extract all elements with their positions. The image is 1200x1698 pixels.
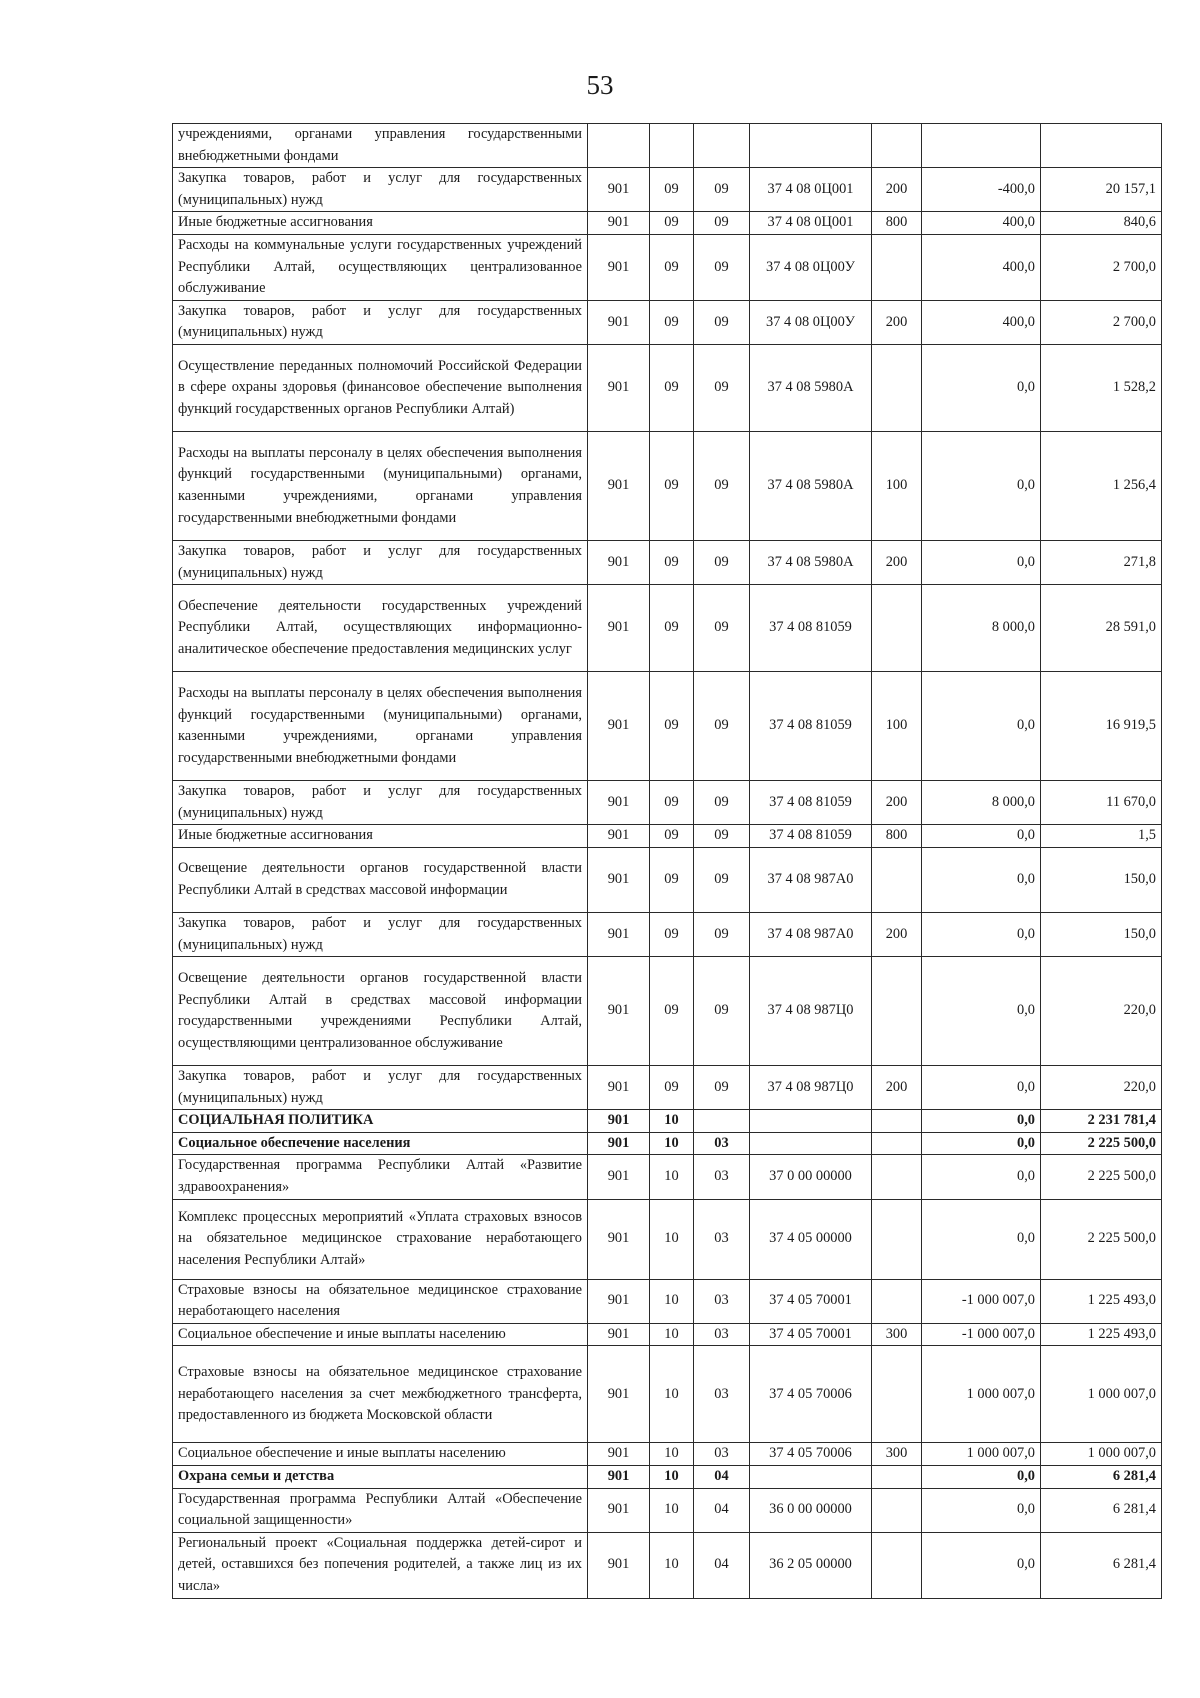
target-article-cell — [750, 1132, 872, 1155]
section-code-cell — [650, 124, 694, 168]
expense-type-cell: 200 — [872, 1066, 922, 1110]
page-number: 53 — [586, 70, 614, 100]
expense-name-cell: Закупка товаров, работ и услуг для государственных (муниципальных) нужд — [173, 168, 588, 212]
expense-type-cell — [872, 1199, 922, 1279]
table-row — [173, 1323, 1162, 1346]
expense-type-cell: 800 — [872, 212, 922, 235]
expense-name-cell: Иные бюджетные ассигнования — [173, 825, 588, 848]
admin-code-cell: 901 — [588, 1532, 650, 1598]
table-row — [173, 344, 1162, 431]
section-code-cell: 09 — [650, 234, 694, 300]
change-amount-cell: 0,0 — [922, 1199, 1041, 1279]
total-amount-cell: 220,0 — [1041, 1066, 1162, 1110]
total-amount-cell: 2 225 500,0 — [1041, 1155, 1162, 1199]
admin-code-cell: 901 — [588, 1155, 650, 1199]
expense-name-cell: Расходы на выплаты персоналу в целях обеспечения выполнения функций государственными (муниципальными) органами, казенными учреждениями, органами управления государственными внебюджетными фондами — [173, 672, 588, 781]
target-article-cell: 37 4 08 81059 — [750, 672, 872, 781]
table-row — [173, 124, 1162, 168]
table-row — [173, 1279, 1162, 1323]
subsection-code-cell — [694, 124, 750, 168]
section-code-cell: 09 — [650, 847, 694, 912]
target-article-cell: 37 4 05 70006 — [750, 1346, 872, 1443]
total-amount-cell: 1,5 — [1041, 825, 1162, 848]
expense-type-cell: 300 — [872, 1323, 922, 1346]
expense-type-cell — [872, 1346, 922, 1443]
section-code-cell: 09 — [650, 300, 694, 344]
change-amount-cell: 0,0 — [922, 1532, 1041, 1598]
expense-type-cell — [872, 344, 922, 431]
change-amount-cell: 0,0 — [922, 957, 1041, 1066]
expense-type-cell — [872, 1155, 922, 1199]
total-amount-cell: 2 231 781,4 — [1041, 1110, 1162, 1133]
target-article-cell: 37 4 08 987Ц0 — [750, 957, 872, 1066]
subsection-code-cell: 09 — [694, 344, 750, 431]
subsection-code-cell: 03 — [694, 1132, 750, 1155]
table-row — [173, 825, 1162, 848]
admin-code-cell: 901 — [588, 234, 650, 300]
subsection-code-cell: 03 — [694, 1346, 750, 1443]
change-amount-cell: 0,0 — [922, 1110, 1041, 1133]
expense-name-cell: Социальное обеспечение и иные выплаты населению — [173, 1443, 588, 1466]
section-code-cell: 10 — [650, 1323, 694, 1346]
total-amount-cell: 6 281,4 — [1041, 1466, 1162, 1489]
section-code-cell: 10 — [650, 1443, 694, 1466]
section-code-cell: 09 — [650, 585, 694, 672]
expense-name-cell: Социальное обеспечение и иные выплаты населению — [173, 1323, 588, 1346]
change-amount-cell: -1 000 007,0 — [922, 1323, 1041, 1346]
subsection-code-cell: 09 — [694, 234, 750, 300]
expense-type-cell — [872, 1488, 922, 1532]
expense-type-cell — [872, 234, 922, 300]
change-amount-cell: 400,0 — [922, 234, 1041, 300]
total-amount-cell: 1 000 007,0 — [1041, 1443, 1162, 1466]
change-amount-cell: -400,0 — [922, 168, 1041, 212]
target-article-cell: 37 4 08 81059 — [750, 585, 872, 672]
section-code-cell: 09 — [650, 825, 694, 848]
section-code-cell: 09 — [650, 431, 694, 540]
change-amount-cell: 0,0 — [922, 1155, 1041, 1199]
expense-type-cell: 800 — [872, 825, 922, 848]
table-row — [173, 847, 1162, 912]
expense-name-cell: Страховые взносы на обязательное медицинское страхование неработающего населения за счет межбюджетного трансферта, предоставленного из бюджета Московской области — [173, 1346, 588, 1443]
target-article-cell: 37 4 08 81059 — [750, 825, 872, 848]
expense-name-cell: Обеспечение деятельности государственных учреждений Республики Алтай, осуществляющих информационно-аналитическое обеспечение предоставления медицинских услуг — [173, 585, 588, 672]
table-row — [173, 672, 1162, 781]
expense-name-cell: Закупка товаров, работ и услуг для государственных (муниципальных) нужд — [173, 540, 588, 584]
total-amount-cell: 1 225 493,0 — [1041, 1279, 1162, 1323]
change-amount-cell: 8 000,0 — [922, 781, 1041, 825]
change-amount-cell: 0,0 — [922, 344, 1041, 431]
section-code-cell: 09 — [650, 957, 694, 1066]
expense-name-cell: Закупка товаров, работ и услуг для государственных (муниципальных) нужд — [173, 912, 588, 956]
target-article-cell: 37 4 08 0Ц001 — [750, 212, 872, 235]
admin-code-cell: 901 — [588, 344, 650, 431]
table-row — [173, 1443, 1162, 1466]
table-row — [173, 1488, 1162, 1532]
subsection-code-cell: 09 — [694, 847, 750, 912]
subsection-code-cell: 09 — [694, 1066, 750, 1110]
expense-name-cell: Расходы на коммунальные услуги государственных учреждений Республики Алтай, осуществляющих централизованное обслуживание — [173, 234, 588, 300]
change-amount-cell: 0,0 — [922, 847, 1041, 912]
target-article-cell: 37 4 08 5980А — [750, 344, 872, 431]
subsection-code-cell: 09 — [694, 957, 750, 1066]
total-amount-cell: 2 225 500,0 — [1041, 1199, 1162, 1279]
target-article-cell — [750, 1466, 872, 1489]
total-amount-cell: 1 000 007,0 — [1041, 1346, 1162, 1443]
table-row — [173, 234, 1162, 300]
change-amount-cell: 8 000,0 — [922, 585, 1041, 672]
target-article-cell: 37 4 05 70001 — [750, 1323, 872, 1346]
table-row — [173, 300, 1162, 344]
change-amount-cell: 0,0 — [922, 825, 1041, 848]
target-article-cell: 37 0 00 00000 — [750, 1155, 872, 1199]
table-row — [173, 912, 1162, 956]
subsection-code-cell: 09 — [694, 168, 750, 212]
admin-code-cell: 901 — [588, 1132, 650, 1155]
admin-code-cell: 901 — [588, 957, 650, 1066]
table-row — [173, 168, 1162, 212]
admin-code-cell: 901 — [588, 912, 650, 956]
expense-type-cell: 100 — [872, 672, 922, 781]
table-row — [173, 1132, 1162, 1155]
expense-type-cell: 300 — [872, 1443, 922, 1466]
total-amount-cell — [1041, 124, 1162, 168]
target-article-cell: 37 4 08 5980А — [750, 540, 872, 584]
subsection-code-cell: 09 — [694, 540, 750, 584]
subsection-code-cell: 03 — [694, 1279, 750, 1323]
admin-code-cell: 901 — [588, 1066, 650, 1110]
expense-type-cell — [872, 585, 922, 672]
target-article-cell: 37 4 05 00000 — [750, 1199, 872, 1279]
section-code-cell: 10 — [650, 1488, 694, 1532]
section-code-cell: 10 — [650, 1110, 694, 1133]
expense-name-cell: Осуществление переданных полномочий Российской Федерации в сфере охраны здоровья (финансовое обеспечение выполнения функций государственных органов Республики Алтай) — [173, 344, 588, 431]
admin-code-cell: 901 — [588, 1199, 650, 1279]
expense-name-cell: СОЦИАЛЬНАЯ ПОЛИТИКА — [173, 1110, 588, 1133]
total-amount-cell: 11 670,0 — [1041, 781, 1162, 825]
expense-name-cell: Освещение деятельности органов государственной власти Республики Алтай в средствах массовой информации государственными учреждениями Республики Алтай, осуществляющими централизованное обслуживание — [173, 957, 588, 1066]
section-code-cell: 10 — [650, 1132, 694, 1155]
expense-name-cell: Закупка товаров, работ и услуг для государственных (муниципальных) нужд — [173, 781, 588, 825]
admin-code-cell: 901 — [588, 540, 650, 584]
section-code-cell: 09 — [650, 344, 694, 431]
admin-code-cell: 901 — [588, 1323, 650, 1346]
total-amount-cell: 220,0 — [1041, 957, 1162, 1066]
table-body — [173, 124, 1162, 1599]
admin-code-cell: 901 — [588, 300, 650, 344]
section-code-cell: 10 — [650, 1466, 694, 1489]
table-row — [173, 1532, 1162, 1598]
total-amount-cell: 20 157,1 — [1041, 168, 1162, 212]
admin-code-cell: 901 — [588, 585, 650, 672]
total-amount-cell: 150,0 — [1041, 912, 1162, 956]
target-article-cell: 37 4 05 70001 — [750, 1279, 872, 1323]
expense-name-cell: Охрана семьи и детства — [173, 1466, 588, 1489]
admin-code-cell: 901 — [588, 1279, 650, 1323]
target-article-cell: 37 4 08 0Ц00У — [750, 234, 872, 300]
expense-type-cell — [872, 847, 922, 912]
subsection-code-cell: 09 — [694, 431, 750, 540]
change-amount-cell: 0,0 — [922, 1132, 1041, 1155]
change-amount-cell: 0,0 — [922, 912, 1041, 956]
expense-name-cell: Социальное обеспечение населения — [173, 1132, 588, 1155]
target-article-cell: 37 4 08 987Ц0 — [750, 1066, 872, 1110]
expense-name-cell: Государственная программа Республики Алтай «Обеспечение социальной защищенности» — [173, 1488, 588, 1532]
section-code-cell: 10 — [650, 1199, 694, 1279]
expense-type-cell: 200 — [872, 300, 922, 344]
target-article-cell: 37 4 08 0Ц00У — [750, 300, 872, 344]
target-article-cell: 37 4 08 81059 — [750, 781, 872, 825]
expense-name-cell: Иные бюджетные ассигнования — [173, 212, 588, 235]
admin-code-cell: 901 — [588, 825, 650, 848]
total-amount-cell: 2 225 500,0 — [1041, 1132, 1162, 1155]
admin-code-cell — [588, 124, 650, 168]
table-row — [173, 1066, 1162, 1110]
total-amount-cell: 2 700,0 — [1041, 234, 1162, 300]
expense-name-cell: Расходы на выплаты персоналу в целях обеспечения выполнения функций государственными (муниципальными) органами, казенными учреждениями, органами управления государственными внебюджетными фондами — [173, 431, 588, 540]
expense-type-cell — [872, 1110, 922, 1133]
budget-table — [172, 123, 1162, 1599]
target-article-cell: 37 4 08 987А0 — [750, 912, 872, 956]
table-row — [173, 957, 1162, 1066]
subsection-code-cell: 04 — [694, 1488, 750, 1532]
subsection-code-cell: 04 — [694, 1466, 750, 1489]
section-code-cell: 09 — [650, 168, 694, 212]
expense-name-cell: Закупка товаров, работ и услуг для государственных (муниципальных) нужд — [173, 300, 588, 344]
subsection-code-cell: 09 — [694, 212, 750, 235]
target-article-cell: 37 4 08 987А0 — [750, 847, 872, 912]
admin-code-cell: 901 — [588, 212, 650, 235]
subsection-code-cell: 09 — [694, 912, 750, 956]
subsection-code-cell: 09 — [694, 300, 750, 344]
section-code-cell: 09 — [650, 912, 694, 956]
target-article-cell — [750, 1110, 872, 1133]
change-amount-cell: 0,0 — [922, 540, 1041, 584]
subsection-code-cell: 09 — [694, 781, 750, 825]
section-code-cell: 09 — [650, 1066, 694, 1110]
target-article-cell: 37 4 05 70006 — [750, 1443, 872, 1466]
subsection-code-cell: 03 — [694, 1443, 750, 1466]
expense-type-cell — [872, 1532, 922, 1598]
admin-code-cell: 901 — [588, 431, 650, 540]
admin-code-cell: 901 — [588, 672, 650, 781]
change-amount-cell: 1 000 007,0 — [922, 1346, 1041, 1443]
section-code-cell: 09 — [650, 672, 694, 781]
target-article-cell: 37 4 08 0Ц001 — [750, 168, 872, 212]
admin-code-cell: 901 — [588, 781, 650, 825]
expense-type-cell: 100 — [872, 431, 922, 540]
subsection-code-cell: 03 — [694, 1199, 750, 1279]
total-amount-cell: 1 225 493,0 — [1041, 1323, 1162, 1346]
table-row — [173, 1346, 1162, 1443]
expense-name-cell: Закупка товаров, работ и услуг для государственных (муниципальных) нужд — [173, 1066, 588, 1110]
change-amount-cell: 0,0 — [922, 1066, 1041, 1110]
total-amount-cell: 6 281,4 — [1041, 1532, 1162, 1598]
expense-type-cell — [872, 1466, 922, 1489]
subsection-code-cell: 09 — [694, 672, 750, 781]
expense-type-cell: 200 — [872, 912, 922, 956]
total-amount-cell: 271,8 — [1041, 540, 1162, 584]
expense-type-cell — [872, 1279, 922, 1323]
admin-code-cell: 901 — [588, 847, 650, 912]
total-amount-cell: 840,6 — [1041, 212, 1162, 235]
expense-name-cell: учреждениями, органами управления государственными внебюджетными фондами — [173, 124, 588, 168]
total-amount-cell: 6 281,4 — [1041, 1488, 1162, 1532]
expense-name-cell: Страховые взносы на обязательное медицинское страхование неработающего населения — [173, 1279, 588, 1323]
change-amount-cell: 400,0 — [922, 212, 1041, 235]
admin-code-cell: 901 — [588, 168, 650, 212]
target-article-cell: 36 0 00 00000 — [750, 1488, 872, 1532]
admin-code-cell: 901 — [588, 1466, 650, 1489]
table-row — [173, 585, 1162, 672]
total-amount-cell: 16 919,5 — [1041, 672, 1162, 781]
change-amount-cell: -1 000 007,0 — [922, 1279, 1041, 1323]
subsection-code-cell — [694, 1110, 750, 1133]
section-code-cell: 10 — [650, 1532, 694, 1598]
expense-type-cell — [872, 1132, 922, 1155]
total-amount-cell: 2 700,0 — [1041, 300, 1162, 344]
target-article-cell: 37 4 08 5980А — [750, 431, 872, 540]
section-code-cell: 10 — [650, 1279, 694, 1323]
total-amount-cell: 150,0 — [1041, 847, 1162, 912]
expense-name-cell: Государственная программа Республики Алтай «Развитие здравоохранения» — [173, 1155, 588, 1199]
subsection-code-cell: 03 — [694, 1323, 750, 1346]
total-amount-cell: 28 591,0 — [1041, 585, 1162, 672]
section-code-cell: 09 — [650, 781, 694, 825]
expense-name-cell: Региональный проект «Социальная поддержка детей-сирот и детей, оставшихся без попечения родителей, а также лиц из их числа» — [173, 1532, 588, 1598]
admin-code-cell: 901 — [588, 1346, 650, 1443]
change-amount-cell — [922, 124, 1041, 168]
table-row — [173, 781, 1162, 825]
table-row — [173, 1466, 1162, 1489]
subsection-code-cell: 04 — [694, 1532, 750, 1598]
table-row — [173, 1110, 1162, 1133]
change-amount-cell: 0,0 — [922, 672, 1041, 781]
total-amount-cell: 1 256,4 — [1041, 431, 1162, 540]
table-row — [173, 212, 1162, 235]
expense-type-cell: 200 — [872, 540, 922, 584]
subsection-code-cell: 03 — [694, 1155, 750, 1199]
section-code-cell: 09 — [650, 540, 694, 584]
total-amount-cell: 1 528,2 — [1041, 344, 1162, 431]
table-row — [173, 1155, 1162, 1199]
expense-name-cell: Освещение деятельности органов государственной власти Республики Алтай в средствах массовой информации — [173, 847, 588, 912]
table-row — [173, 1199, 1162, 1279]
target-article-cell: 36 2 05 00000 — [750, 1532, 872, 1598]
change-amount-cell: 0,0 — [922, 1466, 1041, 1489]
expense-type-cell: 200 — [872, 781, 922, 825]
expense-type-cell: 200 — [872, 168, 922, 212]
table-row — [173, 540, 1162, 584]
admin-code-cell: 901 — [588, 1443, 650, 1466]
section-code-cell: 09 — [650, 212, 694, 235]
expense-type-cell — [872, 957, 922, 1066]
section-code-cell: 10 — [650, 1155, 694, 1199]
expense-name-cell: Комплекс процессных мероприятий «Уплата страховых взносов на обязательное медицинское страхование неработающего населения Республики Алтай» — [173, 1199, 588, 1279]
admin-code-cell: 901 — [588, 1488, 650, 1532]
table-row — [173, 431, 1162, 540]
subsection-code-cell: 09 — [694, 825, 750, 848]
change-amount-cell: 1 000 007,0 — [922, 1443, 1041, 1466]
change-amount-cell: 0,0 — [922, 431, 1041, 540]
change-amount-cell: 0,0 — [922, 1488, 1041, 1532]
section-code-cell: 10 — [650, 1346, 694, 1443]
subsection-code-cell: 09 — [694, 585, 750, 672]
target-article-cell — [750, 124, 872, 168]
change-amount-cell: 400,0 — [922, 300, 1041, 344]
expense-type-cell — [872, 124, 922, 168]
admin-code-cell: 901 — [588, 1110, 650, 1133]
